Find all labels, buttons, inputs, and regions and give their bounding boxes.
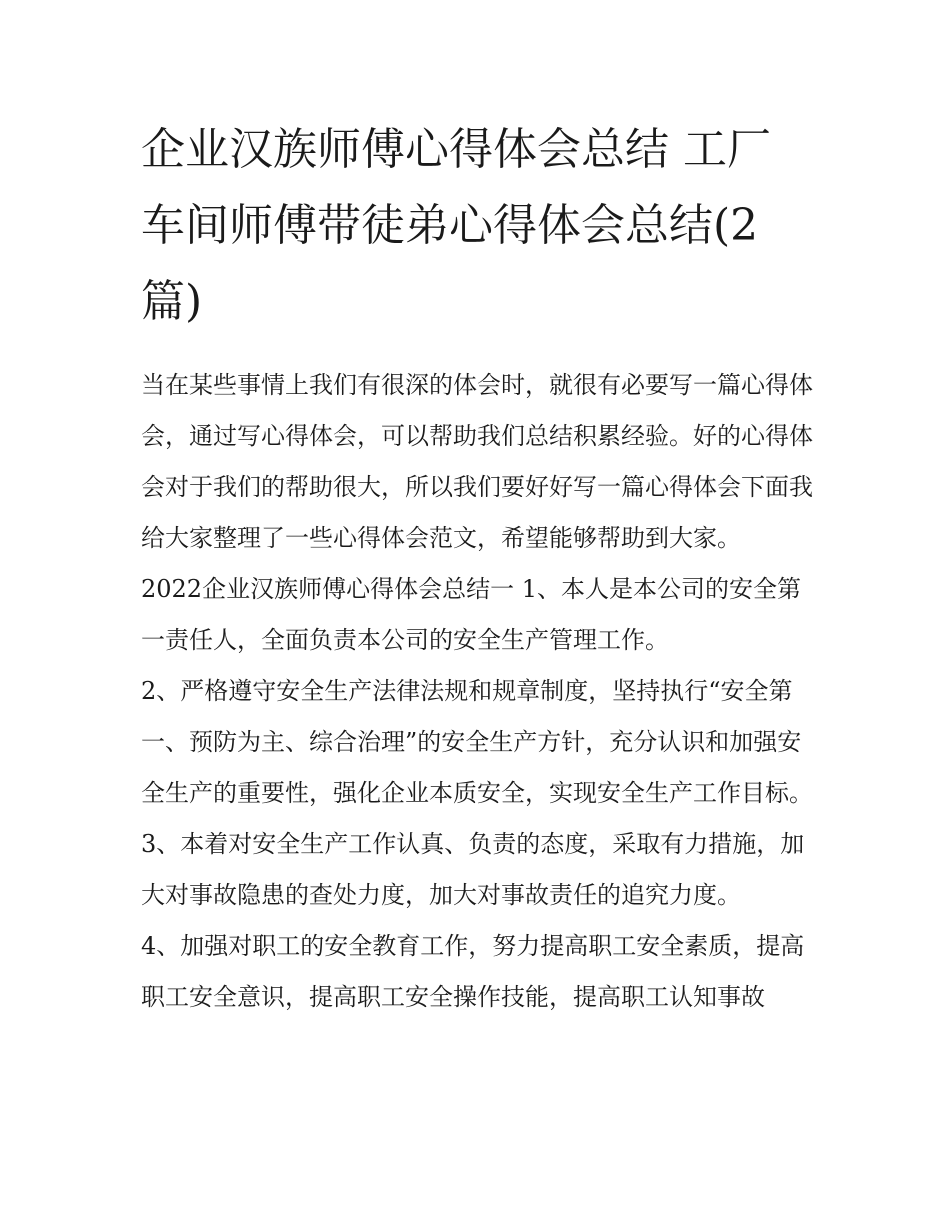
document-page	[141, 112, 813, 1023]
paragraph-4: 4、加强对职工的安全教育工作，努力提高职工安全素质，提高职工安全意识，提高职工安全操作技能，提高职工认知事故	[141, 932, 805, 1011]
document-body	[141, 360, 813, 1023]
paragraph-intro: 当在某些事情上我们有很深的体会时，就很有必要写一篇心得体会，通过写心得体会，可以帮助我们总结积累经验。好的心得体会对于我们的帮助很大，所以我们要好好写一篇心得体会下面我给大家整理了一些心得体会范文，希望能够帮助到大家。	[141, 371, 813, 552]
paragraph-3: 3、本着对安全生产工作认真、负责的态度，采取有力措施，加大对事故隐患的查处力度，加大对事故责任的追究力度。	[141, 830, 805, 909]
paragraph-1: 2022企业汉族师傅心得体会总结一 1、本人是本公司的安全第一责任人，全面负责本公司的安全生产管理工作。	[141, 575, 801, 654]
paragraph-2: 2、严格遵守安全生产法律法规和规章制度，坚持执行“安全第一、预防为主、综合治理”的安全生产方针，充分认识和加强安全生产的重要性，强化企业本质安全，实现安全生产工作目标。	[141, 677, 813, 807]
document-title: 企业汉族师傅心得体会总结 工厂车间师傅带徒弟心得体会总结(2篇)	[141, 124, 771, 327]
